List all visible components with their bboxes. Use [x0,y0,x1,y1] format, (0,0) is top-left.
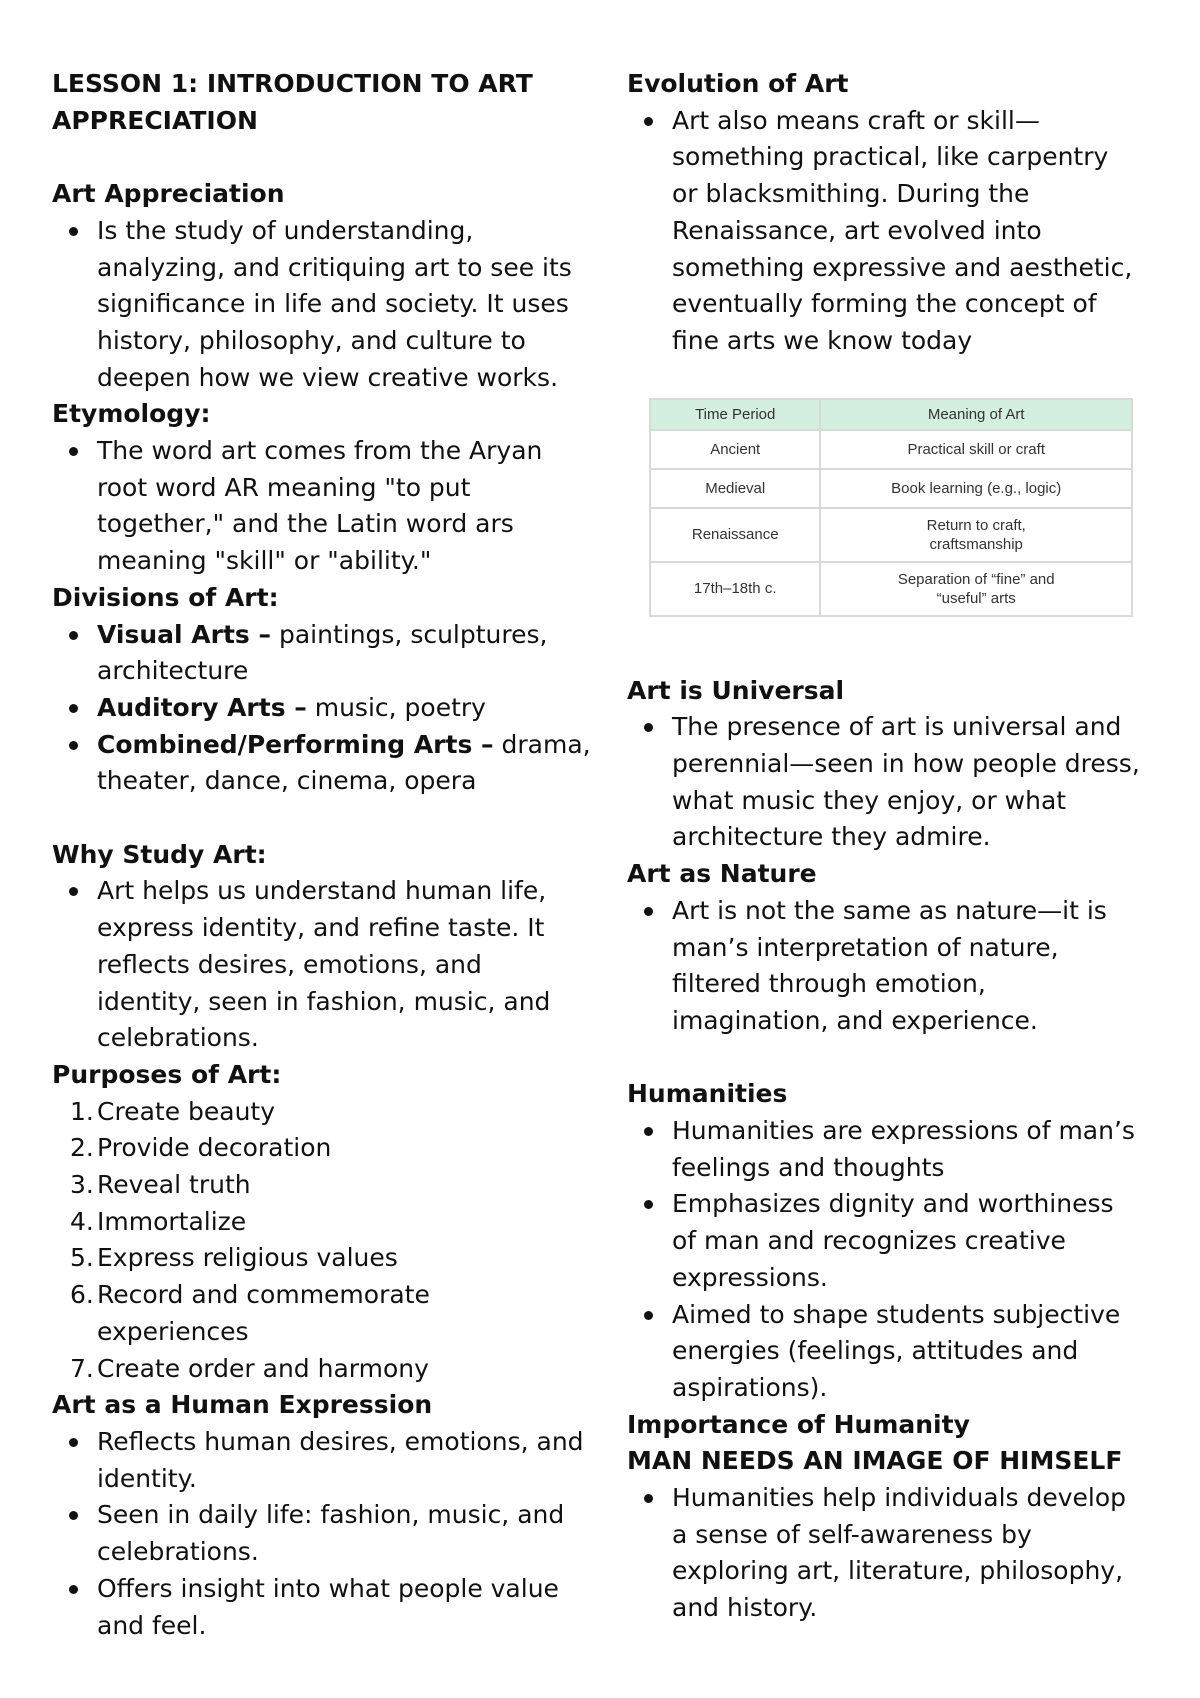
etymology-list [52,433,612,580]
table-cell: Book learning (e.g., logic) [820,469,1132,508]
universal-heading: Art is Universal [627,675,845,705]
importance-heading: Importance of Humanity [627,1409,970,1439]
list-item: 6. Record and commemorate experiences [70,1280,430,1346]
importance-list [627,1480,1167,1627]
evolution-heading: Evolution of Art [627,69,849,98]
divisions-list [52,617,612,801]
list-item: 2. Provide decoration [70,1133,332,1163]
lesson-title-line-2: APPRECIATION [52,105,258,135]
list-item: 5. Express religious values [70,1243,398,1273]
nature-heading: Art as Nature [627,859,817,889]
table-header-time-period: Time Period [650,399,820,430]
meaning-of-art-table [649,398,1133,617]
list-item: Visual Arts – paintings, sculptures, architecture [52,617,612,690]
universal-list [627,709,1167,856]
list-item: Humanities help individuals develop a sense of self-awareness by exploring art, literature, philosophy, and history. [627,1480,1167,1627]
list-item: Is the study of understanding, analyzing, and critiquing art to see its significance in life and society. It uses history, philosophy, and culture to deepen how we view creative works. [52,213,612,397]
nature-list [627,893,1167,1040]
list-item: Combined/Performing Arts – drama, theater, dance, cinema, opera [52,727,612,800]
list-item: Humanities are expressions of man’s feelings and thoughts [627,1113,1167,1186]
list-item: Art also means craft or skill— something practical, like carpentry or blacksmithing. During the Renaissance, art evolved into something expressive and aesthetic, eventually forming the concept of fine arts we know today [627,103,1167,360]
list-item: Auditory Arts – music, poetry [52,690,612,727]
list-item: Seen in daily life: fashion, music, and celebrations. [52,1497,612,1570]
left-column [52,66,612,1644]
table-header-meaning: Meaning of Art [820,399,1132,430]
list-item: The word art comes from the Aryan root word AR meaning "to put together," and the Latin word ars meaning "skill" or "ability." [52,433,612,580]
table-cell: Return to craft, craftsmanship [820,508,1132,562]
table-cell: Medieval [650,469,820,508]
why-study-heading: Why Study Art: [52,839,267,869]
evolution-list [627,103,1167,360]
art-appreciation-heading: Art Appreciation [52,179,285,209]
list-item: Aimed to shape students subjective energies (feelings, attitudes and aspirations). [627,1297,1167,1407]
table-cell: 17th–18th c. [650,562,820,616]
divisions-heading: Divisions of Art: [52,582,279,612]
lesson-title-line-1: LESSON 1: INTRODUCTION TO ART [52,69,533,98]
humanities-heading: Humanities [627,1079,788,1109]
importance-subheading: MAN NEEDS AN IMAGE OF HIMSELF [627,1446,1123,1476]
humanities-list [627,1113,1167,1407]
table-row [650,562,1132,616]
list-item: Offers insight into what people value and feel. [52,1571,612,1644]
list-item: Art is not the same as nature—it is man’s interpretation of nature, filtered through emotion, imagination, and experience. [627,893,1167,1040]
list-item: 7. Create order and harmony [70,1353,429,1383]
human-expression-heading: Art as a Human Expression [52,1390,433,1420]
list-item: Emphasizes dignity and worthiness of man and recognizes creative expressions. [627,1186,1167,1296]
etymology-heading: Etymology: [52,399,211,429]
purposes-heading: Purposes of Art: [52,1059,282,1089]
table-cell: Ancient [650,430,820,469]
list-item: Reflects human desires, emotions, and identity. [52,1424,612,1497]
list-item: The presence of art is universal and perennial—seen in how people dress, what music they enjoy, or what architecture they admire. [627,709,1167,856]
table-row [650,430,1132,469]
table-row [650,469,1132,508]
table-cell: Renaissance [650,508,820,562]
right-column [627,66,1167,1627]
table-cell: Practical skill or craft [820,430,1132,469]
list-item: 3. Reveal truth [70,1170,251,1200]
list-item: 1. Create beauty [70,1096,276,1126]
art-appreciation-list [52,213,612,397]
list-item: 4. Immortalize [70,1206,247,1236]
table-cell: Separation of “fine” and “useful” arts [820,562,1132,616]
list-item: Art helps us understand human life, express identity, and refine taste. It reflects desires, emotions, and identity, seen in fashion, music, and celebrations. [52,873,612,1057]
why-study-list [52,873,612,1057]
human-expression-list [52,1424,612,1644]
table-row [650,508,1132,562]
purposes-list [52,1094,612,1388]
